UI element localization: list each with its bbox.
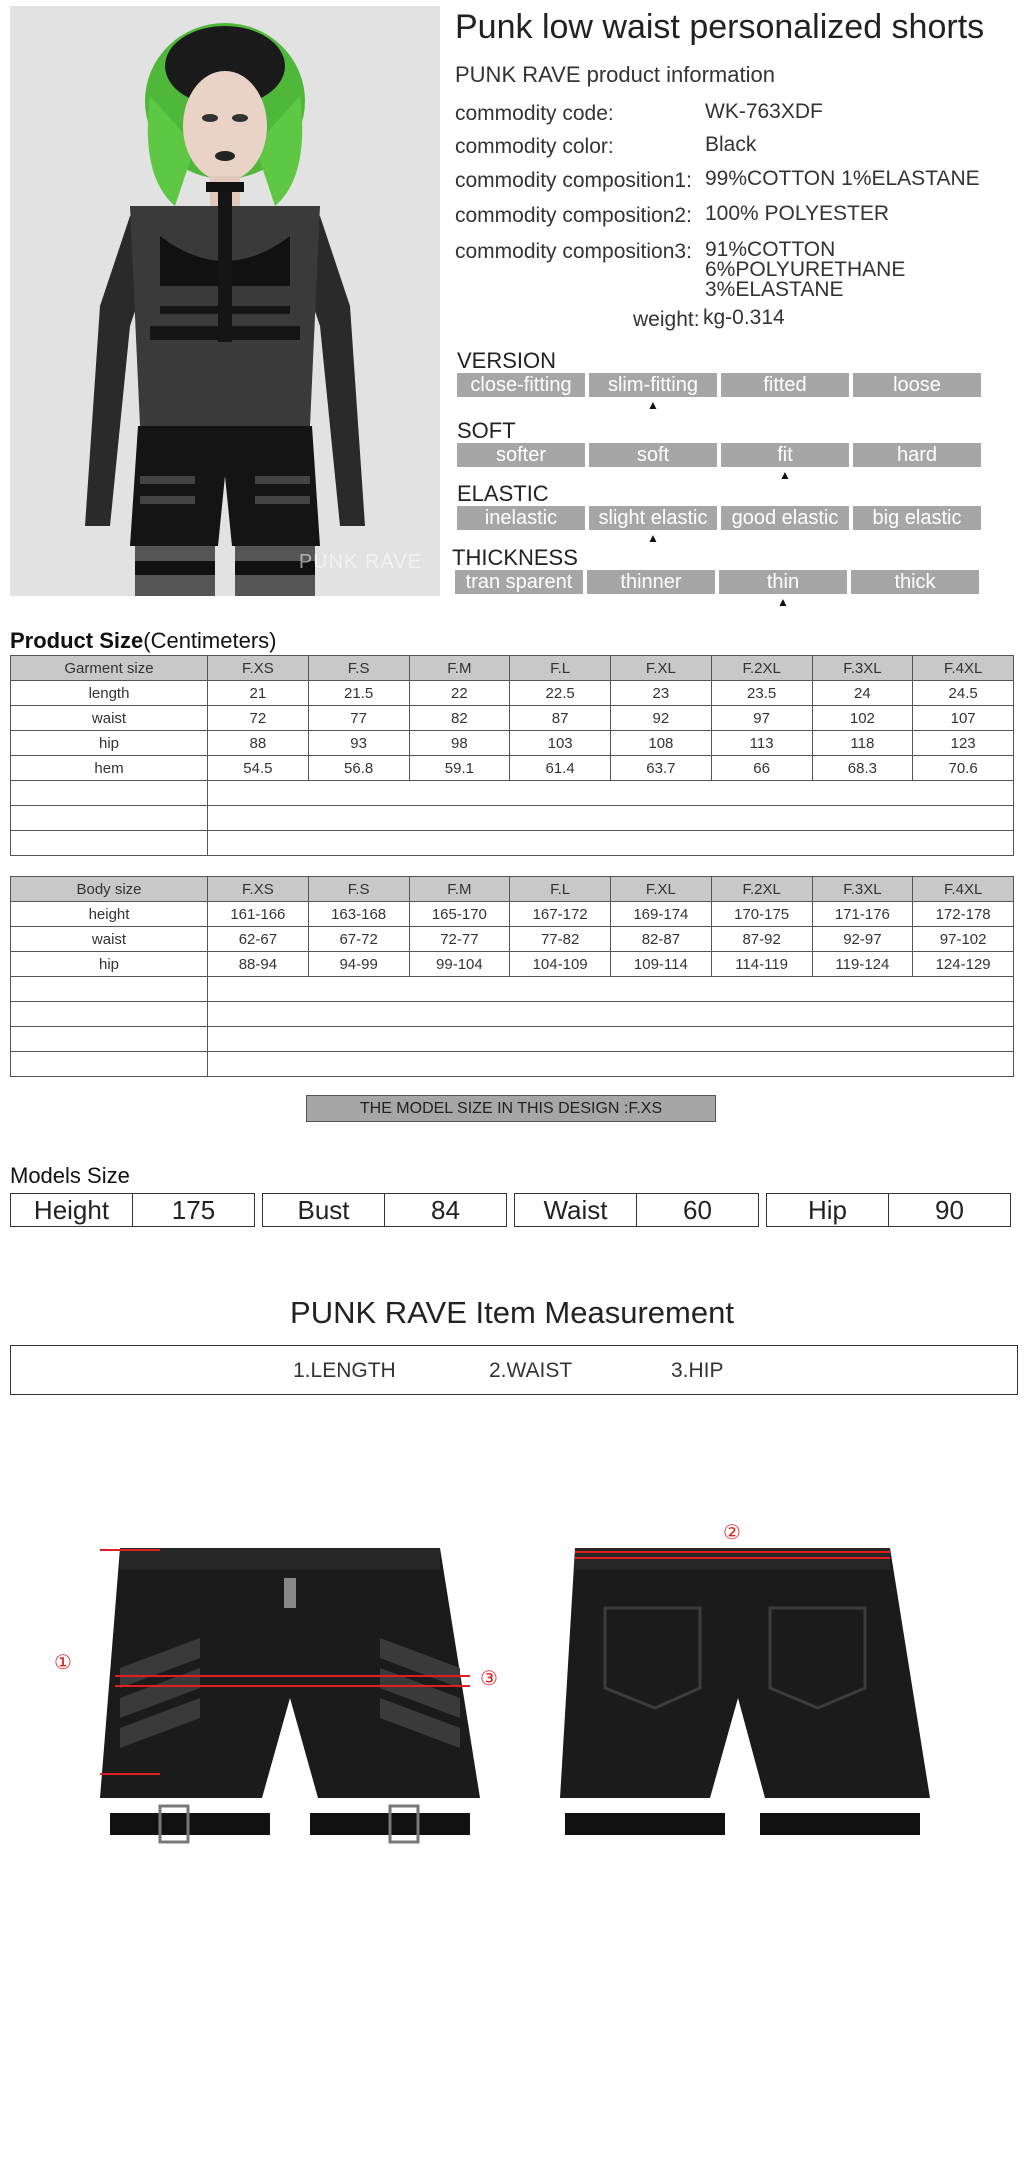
- model-waist-box: [514, 1193, 759, 1227]
- version-option: [589, 373, 717, 412]
- table-cell: 56.8: [308, 756, 409, 781]
- table-cell: 109-114: [611, 952, 712, 977]
- empty-cell: [11, 1027, 208, 1052]
- option-label: big elastic: [872, 507, 962, 529]
- composition2-value: 100% POLYESTER: [705, 202, 890, 225]
- table-cell: 72-77: [409, 927, 510, 952]
- table-cell: 169-174: [611, 902, 712, 927]
- option-label: fitted: [763, 374, 807, 396]
- option-label: thinner: [620, 571, 682, 593]
- table-header-cell: F.4XL: [913, 877, 1014, 902]
- table-header-cell: F.3XL: [812, 656, 913, 681]
- measurement-title: PUNK RAVE Item Measurement: [290, 1295, 734, 1330]
- empty-cell: [11, 977, 208, 1002]
- product-title: Punk low waist personalized shorts: [455, 8, 985, 46]
- table-cell: 93: [308, 731, 409, 756]
- row-label-cell: hip: [11, 731, 208, 756]
- composition2-label: commodity composition2:: [455, 204, 692, 227]
- table-cell: 123: [913, 731, 1014, 756]
- table-cell: 163-168: [308, 902, 409, 927]
- table-header-cell: F.L: [510, 877, 611, 902]
- table-row: [11, 706, 1014, 731]
- empty-cell: [208, 781, 1014, 806]
- composition3-line: 3%ELASTANE: [705, 278, 844, 301]
- selected-marker: ▲: [647, 398, 659, 412]
- garment-size-table: [10, 655, 1014, 856]
- empty-cell: [208, 977, 1014, 1002]
- table-cell: 23: [611, 681, 712, 706]
- elastic-option: [721, 506, 849, 530]
- table-cell: 68.3: [812, 756, 913, 781]
- model-waist-value: 60: [683, 1195, 712, 1225]
- table-cell: 103: [510, 731, 611, 756]
- empty-row: [11, 806, 1014, 831]
- table-cell: 59.1: [409, 756, 510, 781]
- thickness-option: [587, 570, 715, 594]
- empty-row: [11, 1002, 1014, 1027]
- composition3-line: 6%POLYURETHANE: [705, 258, 906, 281]
- table-cell: 107: [913, 706, 1014, 731]
- elastic-title: ELASTIC: [457, 481, 549, 506]
- table-cell: 97: [711, 706, 812, 731]
- option-label: hard: [896, 444, 938, 466]
- table-cell: 113: [711, 731, 812, 756]
- thickness-title: THICKNESS: [452, 545, 578, 570]
- model-size-banner: THE MODEL SIZE IN THIS DESIGN :F.XS: [306, 1095, 716, 1122]
- composition3-value: [705, 240, 905, 300]
- version-scale: [457, 373, 981, 412]
- table-cell: 119-124: [812, 952, 913, 977]
- elastic-option: [457, 506, 585, 530]
- watermark: PUNK RAVE: [298, 551, 422, 573]
- empty-row: [11, 1052, 1014, 1077]
- table-cell: 114-119: [711, 952, 812, 977]
- table-row: [11, 756, 1014, 781]
- soft-scale: [457, 443, 981, 482]
- option-label: thick: [894, 571, 936, 593]
- table-cell: 72: [208, 706, 309, 731]
- table-cell: 22.5: [510, 681, 611, 706]
- selected-marker: ▲: [647, 531, 659, 545]
- table-header-cell: F.2XL: [711, 656, 812, 681]
- table-cell: 99-104: [409, 952, 510, 977]
- composition1-value: 99%COTTON 1%ELASTANE: [705, 167, 980, 190]
- table-header-cell: F.2XL: [711, 877, 812, 902]
- product-size-heading: [10, 628, 277, 654]
- length-marker: ①: [54, 1652, 72, 1674]
- table-cell: 21: [208, 681, 309, 706]
- table-cell: 87-92: [711, 927, 812, 952]
- option-label: softer: [495, 444, 547, 466]
- empty-cell: [11, 1052, 208, 1077]
- commodity-code-row: [455, 102, 823, 126]
- table-cell: 88-94: [208, 952, 309, 977]
- table-header-cell: F.S: [308, 656, 409, 681]
- table-cell: 98: [409, 731, 510, 756]
- option-label: fit: [777, 444, 793, 466]
- row-label-cell: waist: [11, 927, 208, 952]
- table-cell: 82-87: [611, 927, 712, 952]
- hip-marker: ③: [480, 1668, 498, 1690]
- table-cell: 87: [510, 706, 611, 731]
- table-cell: 165-170: [409, 902, 510, 927]
- option-label: slight elastic: [598, 507, 708, 529]
- commodity-code-value: WK-763XDF: [705, 100, 823, 123]
- empty-row: [11, 781, 1014, 806]
- weight-label: weight:: [633, 308, 700, 331]
- soft-option: [853, 443, 981, 467]
- selected-marker: ▲: [777, 595, 789, 609]
- table-cell: 63.7: [611, 756, 712, 781]
- table-cell: 67-72: [308, 927, 409, 952]
- waist-marker: ②: [723, 1522, 741, 1544]
- table-cell: 66: [711, 756, 812, 781]
- model-height-label: Height: [11, 1194, 133, 1226]
- commodity-color-label: commodity color:: [455, 135, 614, 158]
- table-header-cell: F.4XL: [913, 656, 1014, 681]
- table-header-cell: F.3XL: [812, 877, 913, 902]
- models-size-heading: Models Size: [10, 1163, 130, 1188]
- composition1-label: commodity composition1:: [455, 169, 692, 192]
- table-cell: 170-175: [711, 902, 812, 927]
- commodity-color-row: [455, 135, 756, 159]
- model-bust-label: Bust: [263, 1194, 385, 1226]
- table-header-cell: F.M: [409, 877, 510, 902]
- table-row: [11, 952, 1014, 977]
- table-row: [11, 681, 1014, 706]
- measurement-legend: [10, 1345, 1018, 1395]
- weight-row: [633, 308, 785, 332]
- table-row: [11, 902, 1014, 927]
- table-cell: 94-99: [308, 952, 409, 977]
- model-hip-label: Hip: [767, 1194, 889, 1226]
- table-row: [11, 927, 1014, 952]
- empty-row: [11, 831, 1014, 856]
- table-header-cell: F.XL: [611, 656, 712, 681]
- table-cell: 161-166: [208, 902, 309, 927]
- empty-cell: [208, 1027, 1014, 1052]
- table-cell: 21.5: [308, 681, 409, 706]
- composition3-row: [455, 240, 905, 300]
- table-cell: 24.5: [913, 681, 1014, 706]
- table-cell: 92-97: [812, 927, 913, 952]
- thickness-scale: [455, 570, 979, 609]
- empty-cell: [208, 831, 1014, 856]
- table-cell: 102: [812, 706, 913, 731]
- model-bust-box: [262, 1193, 507, 1227]
- table-header-cell: F.M: [409, 656, 510, 681]
- empty-cell: [208, 1052, 1014, 1077]
- empty-row: [11, 977, 1014, 1002]
- table-cell: 77: [308, 706, 409, 731]
- table-cell: 77-82: [510, 927, 611, 952]
- soft-option: [721, 443, 849, 482]
- model-bust-value: 84: [431, 1195, 460, 1225]
- measurement-length: 1.LENGTH: [293, 1359, 396, 1382]
- table-header-cell: Garment size: [11, 656, 208, 681]
- product-size-unit: (Centimeters): [143, 628, 277, 653]
- option-label: thin: [766, 571, 800, 593]
- table-cell: 167-172: [510, 902, 611, 927]
- option-label: good elastic: [731, 507, 839, 529]
- empty-row: [11, 1027, 1014, 1052]
- option-label: loose: [893, 374, 941, 396]
- table-header-row: [11, 656, 1014, 681]
- empty-cell: [11, 781, 208, 806]
- weight-value: kg-0.314: [703, 306, 785, 329]
- table-cell: 124-129: [913, 952, 1014, 977]
- table-cell: 24: [812, 681, 913, 706]
- soft-title: SOFT: [457, 418, 516, 443]
- table-row: [11, 731, 1014, 756]
- model-photo: [10, 6, 440, 596]
- option-label: close-fitting: [470, 374, 572, 396]
- measurement-hip: 3.HIP: [671, 1359, 724, 1382]
- table-header-cell: F.XL: [611, 877, 712, 902]
- option-label: inelastic: [484, 507, 558, 529]
- model-hip-value: 90: [935, 1195, 964, 1225]
- row-label-cell: hem: [11, 756, 208, 781]
- table-cell: 108: [611, 731, 712, 756]
- commodity-color-value: Black: [705, 133, 757, 156]
- empty-cell: [11, 831, 208, 856]
- thickness-option: [455, 570, 583, 594]
- row-label-cell: length: [11, 681, 208, 706]
- empty-cell: [11, 1002, 208, 1027]
- model-hip-box: [766, 1193, 1011, 1227]
- composition1-row: [455, 169, 980, 193]
- version-title: VERSION: [457, 348, 557, 373]
- table-cell: 172-178: [913, 902, 1014, 927]
- body-size-table: [10, 876, 1014, 1077]
- product-size-title: Product Size: [10, 628, 144, 653]
- thickness-option: [719, 570, 847, 609]
- table-header-cell: F.XS: [208, 656, 309, 681]
- empty-cell: [208, 806, 1014, 831]
- info-heading: PUNK RAVE product information: [455, 62, 775, 87]
- table-cell: 118: [812, 731, 913, 756]
- option-label: tran sparent: [465, 571, 573, 593]
- elastic-option: [589, 506, 717, 545]
- measurement-waist: 2.WAIST: [489, 1359, 573, 1382]
- table-header-cell: F.L: [510, 656, 611, 681]
- table-header-row: [11, 877, 1014, 902]
- table-header-cell: F.XS: [208, 877, 309, 902]
- table-cell: 54.5: [208, 756, 309, 781]
- table-cell: 62-67: [208, 927, 309, 952]
- table-cell: 97-102: [913, 927, 1014, 952]
- composition3-label: commodity composition3:: [455, 240, 692, 263]
- shorts-back-image: [560, 1522, 940, 1893]
- empty-cell: [11, 806, 208, 831]
- thickness-option: [851, 570, 979, 594]
- option-label: soft: [636, 444, 670, 466]
- table-cell: 23.5: [711, 681, 812, 706]
- elastic-option: [853, 506, 981, 530]
- empty-cell: [208, 1002, 1014, 1027]
- table-cell: 88: [208, 731, 309, 756]
- model-waist-label: Waist: [515, 1194, 637, 1226]
- option-label: slim-fitting: [607, 374, 698, 396]
- version-option: [457, 373, 585, 397]
- version-option: [853, 373, 981, 397]
- table-cell: 171-176: [812, 902, 913, 927]
- selected-marker: ▲: [779, 468, 791, 482]
- table-header-cell: Body size: [11, 877, 208, 902]
- row-label-cell: hip: [11, 952, 208, 977]
- composition3-line: 91%COTTON: [705, 238, 836, 261]
- table-cell: 104-109: [510, 952, 611, 977]
- soft-option: [457, 443, 585, 467]
- commodity-code-label: commodity code:: [455, 102, 614, 125]
- table-cell: 92: [611, 706, 712, 731]
- table-header-cell: F.S: [308, 877, 409, 902]
- row-label-cell: height: [11, 902, 208, 927]
- table-cell: 82: [409, 706, 510, 731]
- table-cell: 22: [409, 681, 510, 706]
- model-height-value: 175: [171, 1195, 216, 1225]
- version-option: [721, 373, 849, 397]
- soft-option: [589, 443, 717, 467]
- composition2-row: [455, 204, 889, 228]
- row-label-cell: waist: [11, 706, 208, 731]
- table-cell: 61.4: [510, 756, 611, 781]
- shorts-front-image: [54, 1548, 498, 1893]
- table-cell: 70.6: [913, 756, 1014, 781]
- elastic-scale: [457, 506, 981, 545]
- model-height-box: [10, 1193, 255, 1227]
